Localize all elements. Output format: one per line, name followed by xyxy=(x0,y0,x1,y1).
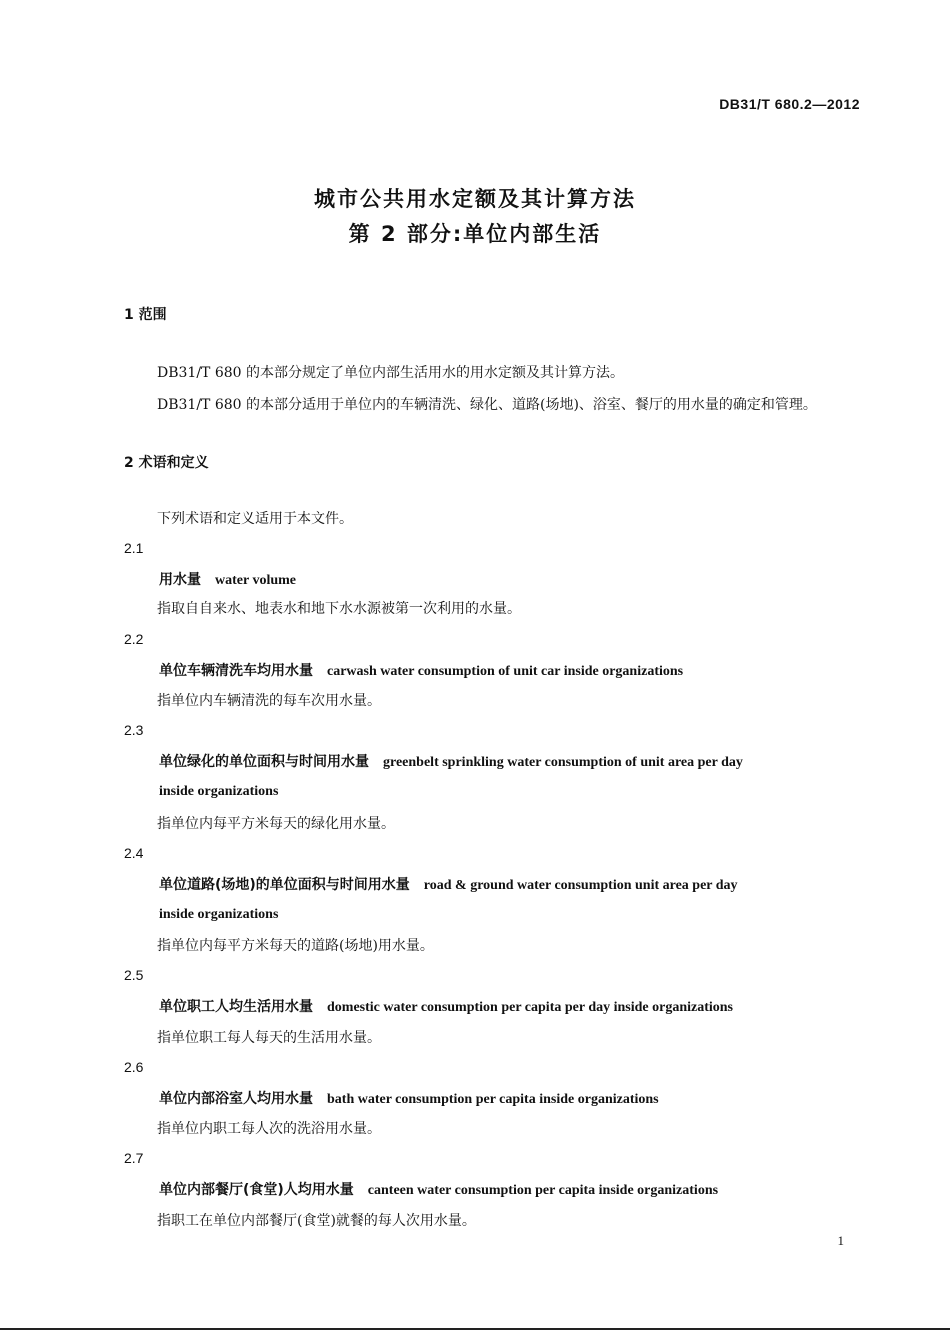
term-title-continued xyxy=(159,906,278,923)
term-en-continued: inside organizations xyxy=(159,784,279,799)
term-number: 2.5 xyxy=(124,967,144,983)
term-title-continued xyxy=(159,783,278,800)
term-title xyxy=(159,660,683,680)
term-zh: 单位内部餐厅(食堂)人均用水量 xyxy=(159,1182,354,1198)
term-en: bath water consumption per capita inside organizations xyxy=(327,1092,659,1107)
term-en: water volume xyxy=(215,573,296,588)
term-en: greenbelt sprinkling water consumption of unit area per day xyxy=(383,755,743,770)
document-subtitle: 第 2 部分:单位内部生活 xyxy=(348,222,602,246)
term-zh: 单位内部浴室人均用水量 xyxy=(159,1091,313,1107)
term-en: road & ground water consumption unit area per day xyxy=(423,878,738,893)
term-title xyxy=(159,874,738,894)
term-en: canteen water consumption per capita inside organizations xyxy=(367,1183,719,1198)
term-number: 2.1 xyxy=(124,540,144,556)
term-en: domestic water consumption per capita per day inside organizations xyxy=(327,1000,734,1015)
term-definition: 指单位内每平方米每天的绿化用水量。 xyxy=(157,816,395,832)
term-title xyxy=(159,1179,718,1199)
term-number: 2.4 xyxy=(124,845,144,861)
term-definition: 指单位内职工每人次的洗浴用水量。 xyxy=(157,1121,381,1137)
term-zh: 单位车辆清洗车均用水量 xyxy=(159,663,313,679)
term-definition: 指单位内每平方米每天的道路(场地)用水量。 xyxy=(157,938,434,954)
section-heading-terms: 2 术语和定义 xyxy=(124,455,209,471)
term-zh: 用水量 xyxy=(159,572,201,588)
term-zh: 单位道路(场地)的单位面积与时间用水量 xyxy=(159,877,410,893)
term-title xyxy=(159,751,743,771)
section-heading-scope: 1 范围 xyxy=(124,307,167,323)
page-number: 1 xyxy=(837,1233,844,1248)
scope-paragraph: DB31/T 680 的本部分规定了单位内部生活用水的用水定额及其计算方法。 xyxy=(157,365,625,381)
term-title xyxy=(159,996,733,1016)
term-definition: 指单位职工每人每天的生活用水量。 xyxy=(157,1030,381,1046)
document-code: DB31/T 680.2—2012 xyxy=(719,96,860,112)
term-zh: 单位职工人均生活用水量 xyxy=(159,999,313,1015)
term-number: 2.6 xyxy=(124,1059,144,1075)
term-number: 2.7 xyxy=(124,1150,144,1166)
term-title xyxy=(159,1088,659,1108)
term-title xyxy=(159,569,296,589)
term-en-continued: inside organizations xyxy=(159,907,279,922)
term-number: 2.2 xyxy=(124,631,144,647)
bottom-divider xyxy=(0,1328,950,1330)
scope-paragraph: DB31/T 680 的本部分适用于单位内的车辆清洗、绿化、道路(场地)、浴室、餐厅的用水量的确定和管理。 xyxy=(157,397,817,413)
term-definition: 指职工在单位内部餐厅(食堂)就餐的每人次用水量。 xyxy=(157,1213,476,1229)
term-zh: 单位绿化的单位面积与时间用水量 xyxy=(159,754,369,770)
term-en: carwash water consumption of unit car inside organizations xyxy=(327,664,684,679)
document-title: 城市公共用水定额及其计算方法 xyxy=(314,187,636,211)
term-number: 2.3 xyxy=(124,722,144,738)
terms-intro: 下列术语和定义适用于本文件。 xyxy=(157,511,353,527)
term-definition: 指单位内车辆清洗的每车次用水量。 xyxy=(157,693,381,709)
term-definition: 指取自自来水、地表水和地下水水源被第一次利用的水量。 xyxy=(157,601,521,617)
